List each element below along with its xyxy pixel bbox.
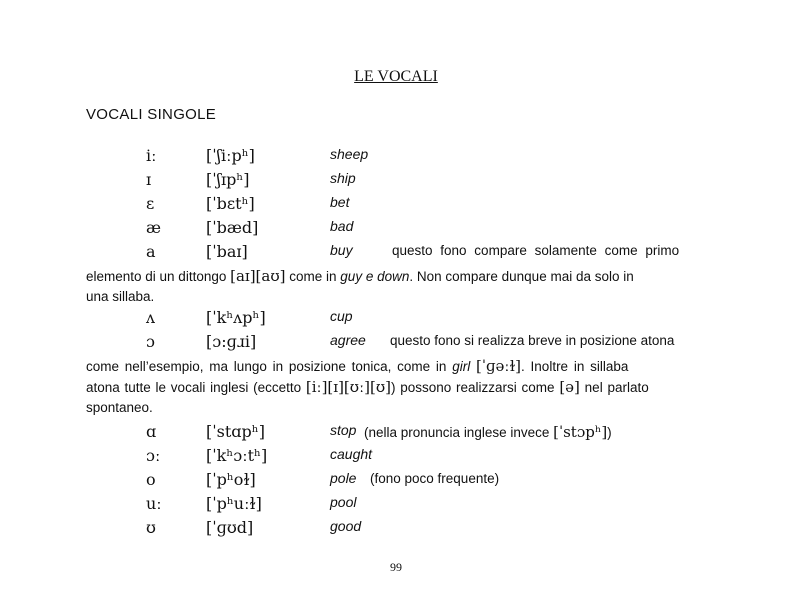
text: ) possono realizzarsi come <box>391 380 560 395</box>
ipa-transcription: [ˈbaɪ] <box>206 242 248 261</box>
vowel-row <box>0 194 792 214</box>
vowel-row <box>0 308 792 328</box>
paragraph-line: spontaneo. <box>86 400 153 415</box>
ipa-transcription: [ˈbæd] <box>206 218 259 237</box>
example-word: good <box>330 518 362 534</box>
vowel-row <box>0 446 792 466</box>
paragraph-diphthong <box>86 266 718 307</box>
vowel-symbol: æ <box>146 218 162 237</box>
ipa-transcription: [ˈʃiːpʰ] <box>206 146 255 165</box>
ipa-transcription: [ˈɡʊd] <box>206 518 254 537</box>
vowel-note: questo fono compare solamente come primo <box>392 243 680 258</box>
example-word: caught <box>330 446 373 462</box>
ipa-inline: [aɪ][aʊ] <box>230 267 286 285</box>
vowel-row <box>0 494 792 514</box>
ipa-transcription: [ˈpʰoɫ] <box>206 470 256 489</box>
vowel-symbol: ɔː <box>146 446 161 465</box>
text: come in <box>285 269 341 284</box>
example-word: buy <box>330 242 353 258</box>
example-word: sheep <box>330 146 369 162</box>
ipa-transcription: [ˈstɑpʰ] <box>206 422 265 441</box>
text: come nell’esempio, ma lungo in posizione tonica, come in <box>86 359 453 374</box>
vowel-symbol: iː <box>146 146 157 165</box>
paragraph-unstressed <box>86 356 718 418</box>
ipa-transcription: [ˈkʰʌpʰ] <box>206 308 266 327</box>
example-word: pool <box>330 494 357 510</box>
vowel-row <box>0 518 792 538</box>
example-word: ship <box>330 170 356 186</box>
vowel-symbol: ɪ <box>146 170 152 189</box>
vowel-row <box>0 470 792 490</box>
vowel-note <box>364 423 612 441</box>
vowel-row <box>0 422 792 442</box>
vowel-row <box>0 146 792 166</box>
example-word: bet <box>330 194 350 210</box>
paragraph-line: una sillaba. <box>86 289 155 304</box>
text: (nella pronuncia inglese invece <box>364 425 554 440</box>
page-title: LE VOCALI <box>354 68 438 85</box>
vowel-row <box>0 332 792 352</box>
ipa-transcription: [ˈpʰuːɫ] <box>206 494 262 513</box>
text: elemento di un dittongo <box>86 269 231 284</box>
section-heading: VOCALI SINGOLE <box>86 106 217 123</box>
vowel-symbol: a <box>146 242 156 261</box>
ipa-transcription: [ˈʃɪpʰ] <box>206 170 250 189</box>
vowel-symbol: ɑ <box>146 422 157 441</box>
ipa-inline: [ˈstɔpʰ] <box>553 423 608 441</box>
example-words: guy e down <box>340 269 410 284</box>
example-word: pole <box>330 470 357 486</box>
vowel-symbol: ɔ <box>146 332 155 351</box>
paragraph-line <box>86 377 718 398</box>
vowel-row <box>0 242 792 262</box>
example-word: agree <box>330 332 366 348</box>
vowel-symbol: ʌ <box>146 308 156 327</box>
paragraph-line <box>86 356 718 377</box>
example-word: stop <box>330 422 357 438</box>
ipa-transcription: [ˈbɛtʰ] <box>206 194 255 213</box>
text: . Inoltre in sillaba <box>521 359 629 374</box>
text: atona tutte le vocali inglesi (eccetto <box>86 380 306 395</box>
ipa-inline: [ə] <box>559 378 580 396</box>
ipa-inline: [ˈɡəːɫ] <box>475 357 522 375</box>
text: nel parlato <box>579 380 649 395</box>
example-word: cup <box>330 308 353 324</box>
vowel-symbol: uː <box>146 494 162 513</box>
example-word: girl <box>452 359 471 374</box>
page-number: 99 <box>390 560 402 574</box>
vowel-symbol: ɛ <box>146 194 155 213</box>
vowel-note: questo fono si realizza breve in posizione atona <box>390 333 675 348</box>
ipa-transcription: [ˈkʰɔːtʰ] <box>206 446 268 465</box>
paragraph-line <box>86 266 718 287</box>
vowel-row <box>0 218 792 238</box>
ipa-transcription: [ɔ:ɡɹi] <box>206 332 257 351</box>
vowel-symbol: ʊ <box>146 518 156 537</box>
vowel-row <box>0 170 792 190</box>
text: ) <box>607 425 612 440</box>
ipa-inline: [iː][ɪ][ʊː][ʊ] <box>305 378 391 396</box>
vowel-note: (fono poco frequente) <box>370 471 500 486</box>
text: . Non compare dunque mai da solo in <box>409 269 634 284</box>
example-word: bad <box>330 218 354 234</box>
vowel-symbol: o <box>146 470 156 489</box>
